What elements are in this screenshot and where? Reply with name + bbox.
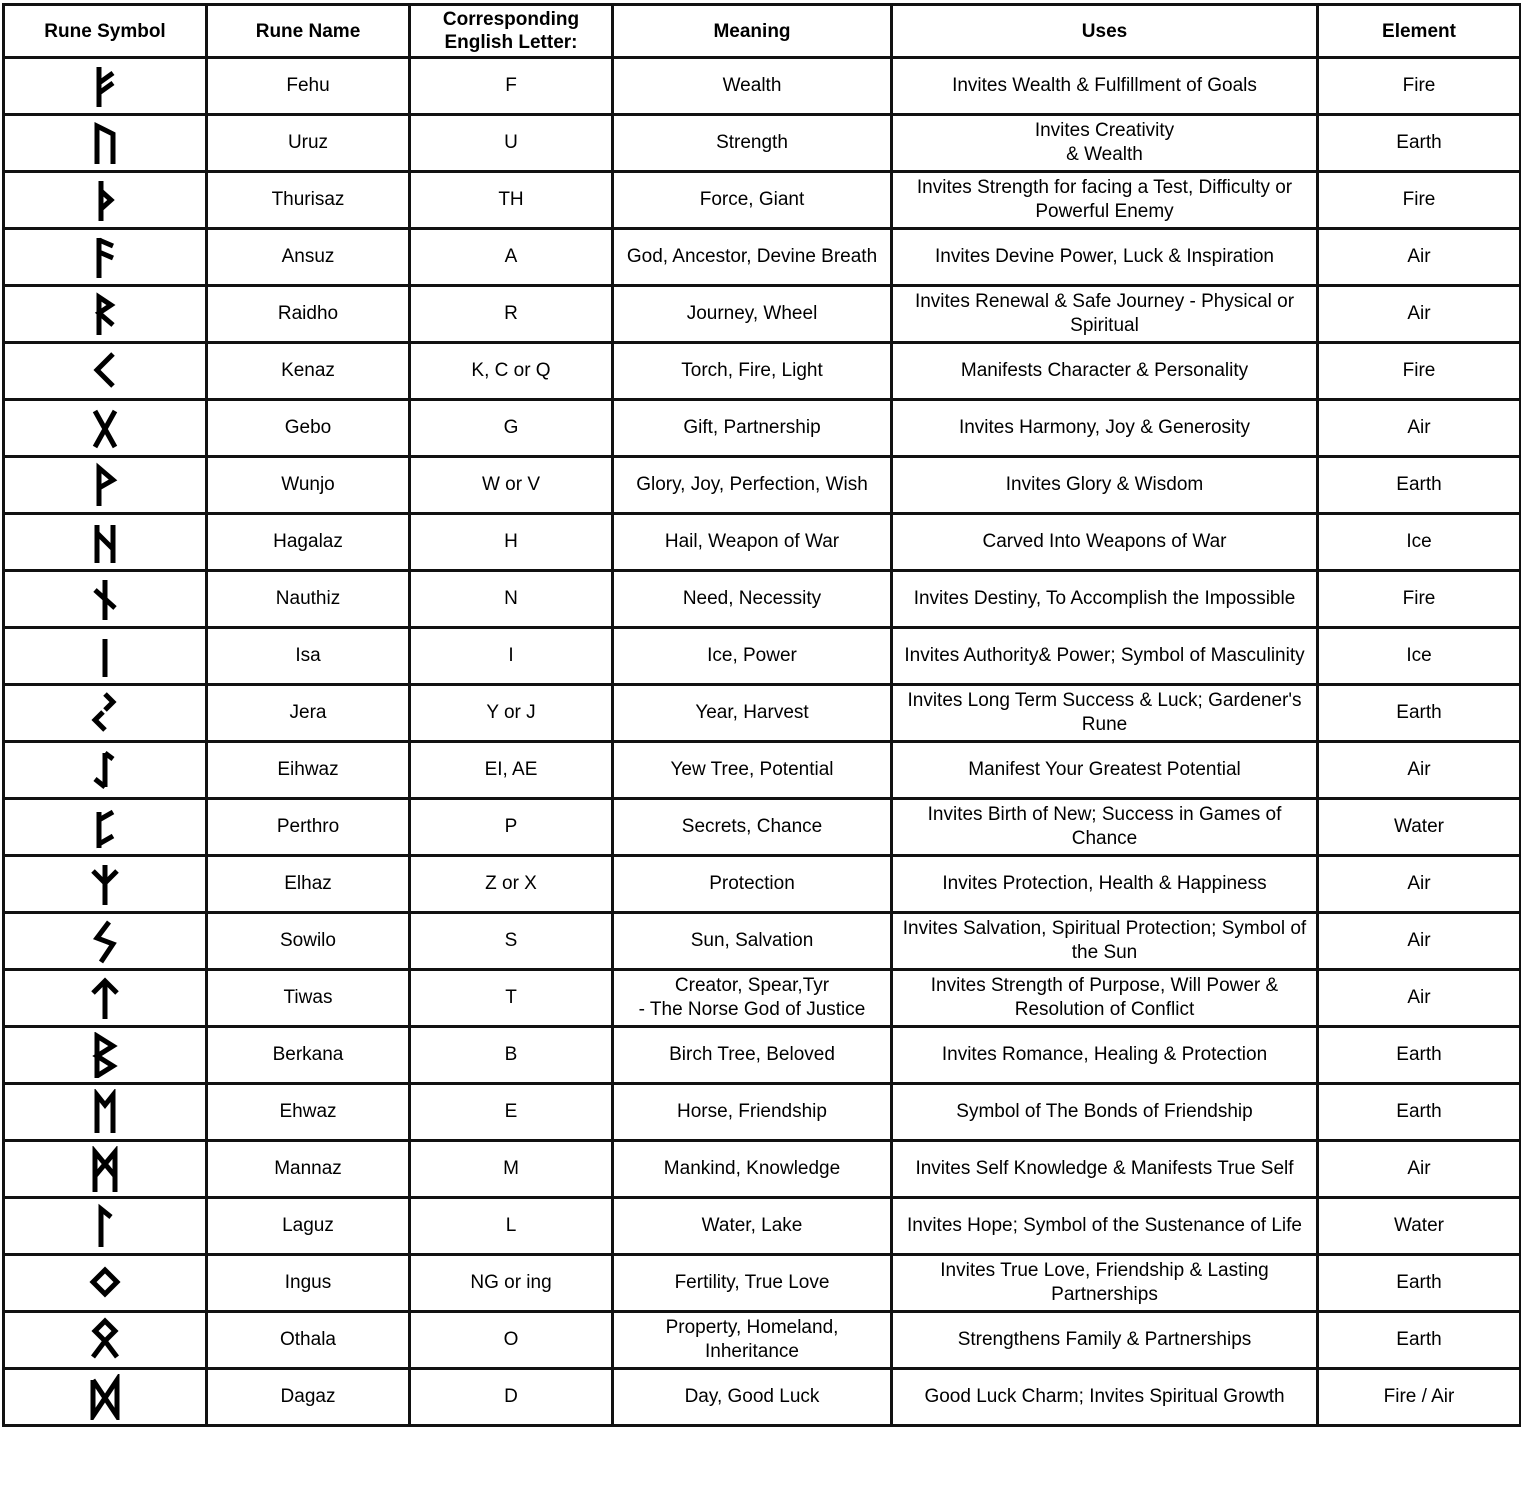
element-cell: Earth xyxy=(1318,685,1521,742)
rune-name-cell: Eihwaz xyxy=(207,742,410,799)
nauthiz-rune-icon xyxy=(85,576,125,622)
rune-name-cell: Perthro xyxy=(207,799,410,856)
english-letter-cell: TH xyxy=(410,172,613,229)
tiwas-rune-icon xyxy=(85,975,125,1021)
jera-rune-icon xyxy=(85,690,125,736)
english-letter-cell: R xyxy=(410,286,613,343)
english-letter-cell: Z or X xyxy=(410,856,613,913)
element-cell: Air xyxy=(1318,229,1521,286)
element-cell: Fire xyxy=(1318,172,1521,229)
meaning-cell: Yew Tree, Potential xyxy=(613,742,892,799)
othala-rune-icon xyxy=(85,1317,125,1363)
meaning-cell: Hail, Weapon of War xyxy=(613,514,892,571)
meaning-cell: Mankind, Knowledge xyxy=(613,1141,892,1198)
rune-name-cell: Wunjo xyxy=(207,457,410,514)
table-row xyxy=(4,685,1521,742)
meaning-cell: Journey, Wheel xyxy=(613,286,892,343)
english-letter-cell: H xyxy=(410,514,613,571)
uses-cell: Invites Authority& Power; Symbol of Masculinity xyxy=(892,628,1318,685)
table-row xyxy=(4,742,1521,799)
rune-name-cell: Ingus xyxy=(207,1255,410,1312)
rune-name-cell: Ansuz xyxy=(207,229,410,286)
isa-rune-icon xyxy=(85,633,125,679)
rune-symbol-cell xyxy=(4,1141,207,1198)
english-letter-cell: B xyxy=(410,1027,613,1084)
rune-symbol-cell xyxy=(4,343,207,400)
meaning-cell: Torch, Fire, Light xyxy=(613,343,892,400)
uses-cell: Good Luck Charm; Invites Spiritual Growth xyxy=(892,1369,1318,1426)
element-cell: Fire xyxy=(1318,343,1521,400)
rune-name-cell: Ehwaz xyxy=(207,1084,410,1141)
table-row xyxy=(4,286,1521,343)
meaning-cell: God, Ancestor, Devine Breath xyxy=(613,229,892,286)
english-letter-cell: M xyxy=(410,1141,613,1198)
table-row xyxy=(4,1084,1521,1141)
table-row xyxy=(4,115,1521,172)
element-cell: Water xyxy=(1318,799,1521,856)
uses-cell: Invites Protection, Health & Happiness xyxy=(892,856,1318,913)
english-letter-cell: F xyxy=(410,58,613,115)
rune-symbol-cell xyxy=(4,970,207,1027)
english-letter-cell: W or V xyxy=(410,457,613,514)
rune-name-cell: Gebo xyxy=(207,400,410,457)
rune-symbol-cell xyxy=(4,58,207,115)
wunjo-rune-icon xyxy=(85,462,125,508)
uses-cell: Invites Devine Power, Luck & Inspiration xyxy=(892,229,1318,286)
rune-name-cell: Isa xyxy=(207,628,410,685)
uses-cell: Invites Strength of Purpose, Will Power & Resolution of Conflict xyxy=(892,970,1318,1027)
rune-symbol-cell xyxy=(4,1255,207,1312)
table-row xyxy=(4,970,1521,1027)
meaning-cell: Wealth xyxy=(613,58,892,115)
header-meaning: Meaning xyxy=(613,5,892,58)
mannaz-rune-icon xyxy=(85,1146,125,1192)
english-letter-cell: E xyxy=(410,1084,613,1141)
header-uses: Uses xyxy=(892,5,1318,58)
rune-symbol-cell xyxy=(4,628,207,685)
element-cell: Air xyxy=(1318,286,1521,343)
uruz-rune-icon xyxy=(85,120,125,166)
element-cell: Fire / Air xyxy=(1318,1369,1521,1426)
meaning-cell: Property, Homeland, Inheritance xyxy=(613,1312,892,1369)
table-row xyxy=(4,229,1521,286)
table-row xyxy=(4,58,1521,115)
header-rune-name: Rune Name xyxy=(207,5,410,58)
table-row xyxy=(4,400,1521,457)
english-letter-cell: T xyxy=(410,970,613,1027)
elhaz-rune-icon xyxy=(85,861,125,907)
rune-symbol-cell xyxy=(4,1312,207,1369)
table-row xyxy=(4,571,1521,628)
meaning-cell: Day, Good Luck xyxy=(613,1369,892,1426)
english-letter-cell: EI, AE xyxy=(410,742,613,799)
meaning-cell: Ice, Power xyxy=(613,628,892,685)
rune-name-cell: Berkana xyxy=(207,1027,410,1084)
element-cell: Earth xyxy=(1318,457,1521,514)
element-cell: Air xyxy=(1318,1141,1521,1198)
rune-name-cell: Nauthiz xyxy=(207,571,410,628)
meaning-cell: Water, Lake xyxy=(613,1198,892,1255)
thurisaz-rune-icon xyxy=(85,177,125,223)
rune-name-cell: Fehu xyxy=(207,58,410,115)
table-row xyxy=(4,1027,1521,1084)
rune-name-cell: Kenaz xyxy=(207,343,410,400)
sowilo-rune-icon xyxy=(85,918,125,964)
element-cell: Air xyxy=(1318,970,1521,1027)
uses-cell: Invites Self Knowledge & Manifests True Self xyxy=(892,1141,1318,1198)
uses-cell: Invites Strength for facing a Test, Difficulty or Powerful Enemy xyxy=(892,172,1318,229)
meaning-cell: Protection xyxy=(613,856,892,913)
english-letter-cell: NG or ing xyxy=(410,1255,613,1312)
rune-symbol-cell xyxy=(4,1198,207,1255)
header-english-letter: Corresponding English Letter: xyxy=(410,5,613,58)
ingus-rune-icon xyxy=(85,1260,125,1306)
meaning-cell: Gift, Partnership xyxy=(613,400,892,457)
table-body xyxy=(4,58,1521,1426)
rune-symbol-cell xyxy=(4,1084,207,1141)
uses-cell: Invites Creativity & Wealth xyxy=(892,115,1318,172)
ansuz-rune-icon xyxy=(85,234,125,280)
english-letter-cell: P xyxy=(410,799,613,856)
rune-symbol-cell xyxy=(4,115,207,172)
uses-cell: Invites Romance, Healing & Protection xyxy=(892,1027,1318,1084)
rune-symbol-cell xyxy=(4,457,207,514)
raidho-rune-icon xyxy=(85,291,125,337)
element-cell: Earth xyxy=(1318,1312,1521,1369)
english-letter-cell: U xyxy=(410,115,613,172)
uses-cell: Invites True Love, Friendship & Lasting Partnerships xyxy=(892,1255,1318,1312)
meaning-cell: Creator, Spear,Tyr - The Norse God of Justice xyxy=(613,970,892,1027)
element-cell: Earth xyxy=(1318,1255,1521,1312)
header-row xyxy=(4,5,1521,58)
rune-symbol-cell xyxy=(4,400,207,457)
meaning-cell: Year, Harvest xyxy=(613,685,892,742)
eihwaz-rune-icon xyxy=(85,747,125,793)
element-cell: Air xyxy=(1318,400,1521,457)
element-cell: Air xyxy=(1318,742,1521,799)
rune-name-cell: Dagaz xyxy=(207,1369,410,1426)
rune-name-cell: Mannaz xyxy=(207,1141,410,1198)
table-row xyxy=(4,1141,1521,1198)
uses-cell: Invites Destiny, To Accomplish the Impossible xyxy=(892,571,1318,628)
perthro-rune-icon xyxy=(85,804,125,850)
uses-cell: Invites Long Term Success & Luck; Gardener's Rune xyxy=(892,685,1318,742)
table-row xyxy=(4,172,1521,229)
rune-name-cell: Othala xyxy=(207,1312,410,1369)
rune-name-cell: Tiwas xyxy=(207,970,410,1027)
meaning-cell: Fertility, True Love xyxy=(613,1255,892,1312)
rune-symbol-cell xyxy=(4,856,207,913)
element-cell: Ice xyxy=(1318,628,1521,685)
table-row xyxy=(4,1198,1521,1255)
uses-cell: Invites Harmony, Joy & Generosity xyxy=(892,400,1318,457)
rune-name-cell: Uruz xyxy=(207,115,410,172)
meaning-cell: Need, Necessity xyxy=(613,571,892,628)
table-row xyxy=(4,457,1521,514)
uses-cell: Invites Salvation, Spiritual Protection; Symbol of the Sun xyxy=(892,913,1318,970)
table-row xyxy=(4,856,1521,913)
english-letter-cell: A xyxy=(410,229,613,286)
rune-symbol-cell xyxy=(4,571,207,628)
uses-cell: Carved Into Weapons of War xyxy=(892,514,1318,571)
element-cell: Earth xyxy=(1318,1084,1521,1141)
rune-symbol-cell xyxy=(4,229,207,286)
rune-symbol-cell xyxy=(4,514,207,571)
english-letter-cell: O xyxy=(410,1312,613,1369)
element-cell: Fire xyxy=(1318,58,1521,115)
rune-name-cell: Jera xyxy=(207,685,410,742)
rune-name-cell: Thurisaz xyxy=(207,172,410,229)
uses-cell: Manifests Character & Personality xyxy=(892,343,1318,400)
header-element: Element xyxy=(1318,5,1521,58)
rune-symbol-cell xyxy=(4,1369,207,1426)
laguz-rune-icon xyxy=(85,1203,125,1249)
dagaz-rune-icon xyxy=(85,1374,125,1420)
meaning-cell: Birch Tree, Beloved xyxy=(613,1027,892,1084)
rune-symbol-cell xyxy=(4,172,207,229)
english-letter-cell: S xyxy=(410,913,613,970)
gebo-rune-icon xyxy=(85,405,125,451)
uses-cell: Symbol of The Bonds of Friendship xyxy=(892,1084,1318,1141)
header-rune-symbol: Rune Symbol xyxy=(4,5,207,58)
table-row xyxy=(4,1312,1521,1369)
english-letter-cell: L xyxy=(410,1198,613,1255)
rune-symbol-cell xyxy=(4,286,207,343)
rune-symbol-cell xyxy=(4,913,207,970)
berkana-rune-icon xyxy=(85,1032,125,1078)
table-row xyxy=(4,514,1521,571)
meaning-cell: Sun, Salvation xyxy=(613,913,892,970)
rune-name-cell: Elhaz xyxy=(207,856,410,913)
element-cell: Earth xyxy=(1318,115,1521,172)
meaning-cell: Horse, Friendship xyxy=(613,1084,892,1141)
uses-cell: Invites Hope; Symbol of the Sustenance of Life xyxy=(892,1198,1318,1255)
table-row xyxy=(4,913,1521,970)
rune-symbol-cell xyxy=(4,685,207,742)
element-cell: Ice xyxy=(1318,514,1521,571)
element-cell: Water xyxy=(1318,1198,1521,1255)
table-row xyxy=(4,628,1521,685)
rune-symbol-cell xyxy=(4,742,207,799)
uses-cell: Invites Renewal & Safe Journey - Physical or Spiritual xyxy=(892,286,1318,343)
meaning-cell: Secrets, Chance xyxy=(613,799,892,856)
english-letter-cell: I xyxy=(410,628,613,685)
uses-cell: Strengthens Family & Partnerships xyxy=(892,1312,1318,1369)
english-letter-cell: N xyxy=(410,571,613,628)
english-letter-cell: D xyxy=(410,1369,613,1426)
rune-name-cell: Laguz xyxy=(207,1198,410,1255)
table-row xyxy=(4,1369,1521,1426)
rune-name-cell: Raidho xyxy=(207,286,410,343)
uses-cell: Manifest Your Greatest Potential xyxy=(892,742,1318,799)
table-row xyxy=(4,1255,1521,1312)
english-letter-cell: G xyxy=(410,400,613,457)
element-cell: Earth xyxy=(1318,1027,1521,1084)
meaning-cell: Glory, Joy, Perfection, Wish xyxy=(613,457,892,514)
uses-cell: Invites Wealth & Fulfillment of Goals xyxy=(892,58,1318,115)
element-cell: Fire xyxy=(1318,571,1521,628)
rune-symbol-cell xyxy=(4,1027,207,1084)
hagalaz-rune-icon xyxy=(85,519,125,565)
rune-symbol-cell xyxy=(4,799,207,856)
english-letter-cell: Y or J xyxy=(410,685,613,742)
element-cell: Air xyxy=(1318,856,1521,913)
meaning-cell: Strength xyxy=(613,115,892,172)
table-row xyxy=(4,799,1521,856)
rune-name-cell: Hagalaz xyxy=(207,514,410,571)
uses-cell: Invites Birth of New; Success in Games of Chance xyxy=(892,799,1318,856)
kenaz-rune-icon xyxy=(85,348,125,394)
rune-table xyxy=(2,3,1521,1427)
english-letter-cell: K, C or Q xyxy=(410,343,613,400)
element-cell: Air xyxy=(1318,913,1521,970)
table-row xyxy=(4,343,1521,400)
ehwaz-rune-icon xyxy=(85,1089,125,1135)
fehu-rune-icon xyxy=(85,63,125,109)
meaning-cell: Force, Giant xyxy=(613,172,892,229)
rune-name-cell: Sowilo xyxy=(207,913,410,970)
uses-cell: Invites Glory & Wisdom xyxy=(892,457,1318,514)
